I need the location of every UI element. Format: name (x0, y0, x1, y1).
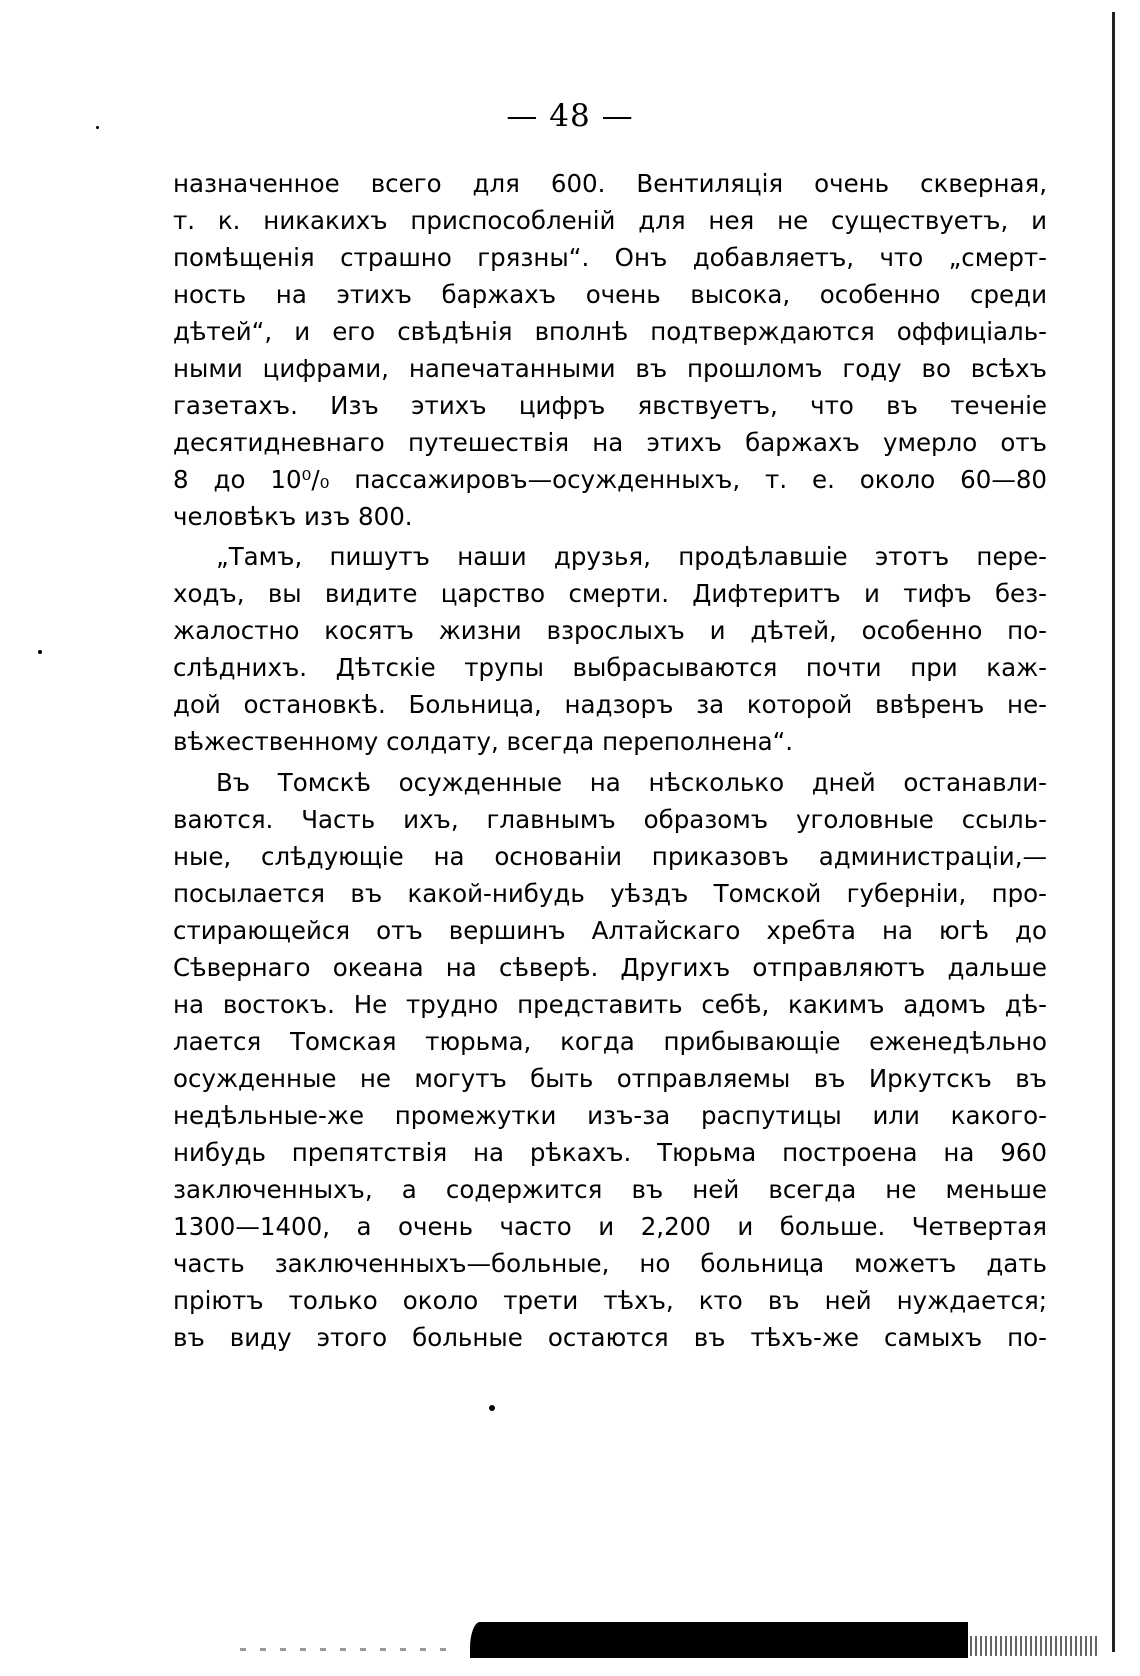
text-line: ность на этихъ баржахъ очень высока, особенно среди (173, 280, 1047, 309)
text-line: человѣкъ изъ 800. (173, 502, 413, 531)
scan-artifact-right (970, 1636, 1100, 1656)
text-line: стирающейся отъ вершинъ Алтайскаго хребта на югѣ до (173, 916, 1047, 945)
text-line: Сѣвернаго океана на сѣверѣ. Другихъ отправляютъ дальше (173, 953, 1047, 982)
page-number: — 48 — (506, 98, 634, 134)
text-line: ные, слѣдующіе на основаніи приказовъ администраціи,— (173, 842, 1047, 871)
scan-speck (96, 126, 99, 129)
scan-speck (489, 1405, 495, 1411)
text-line: т. к. никакихъ приспособленій для нея не существуетъ, и (173, 206, 1047, 235)
text-line: десятидневнаго путешествія на этихъ баржахъ умерло отъ (173, 428, 1047, 457)
text-line: ваются. Часть ихъ, главнымъ образомъ уголовные ссыль- (173, 805, 1047, 834)
scan-speck (38, 650, 42, 654)
scan-artifact-left (240, 1648, 460, 1651)
text-line: нибудь препятствія на рѣкахъ. Тюрьма построена на 960 (173, 1138, 1047, 1167)
text-line: часть заключенныхъ—больные, но больница можетъ дать (173, 1249, 1047, 1278)
text-line: посылается въ какой-нибудь уѣздъ Томской губерніи, про- (173, 879, 1047, 908)
text-line: ными цифрами, напечатанными въ прошломъ году во всѣхъ (173, 354, 1047, 383)
text-line: ходъ, вы видите царство смерти. Дифтеритъ и тифъ без- (173, 579, 1047, 608)
paragraph-start-line: Въ Томскѣ осужденные на нѣсколько дней останавли- (216, 768, 1047, 797)
text-line: 8 до 10⁰/₀ пассажировъ—осужденныхъ, т. е. около 60—80 (173, 465, 1047, 494)
paragraph-start-line: „Тамъ, пишутъ наши друзья, продѣлавшіе этотъ пере- (216, 542, 1047, 571)
text-line: дѣтей“, и его свѣдѣнія вполнѣ подтверждаются оффиціаль- (173, 317, 1047, 346)
text-line: дой остановкѣ. Больница, надзоръ за которой ввѣренъ не- (173, 690, 1047, 719)
text-line: вѣжественному солдату, всегда переполнена“. (173, 727, 794, 756)
text-line: на востокъ. Не трудно представить себѣ, какимъ адомъ дѣ- (173, 990, 1047, 1019)
text-line: слѣднихъ. Дѣтскіе трупы выбрасываются почти при каж- (173, 653, 1047, 682)
text-line: пріютъ только около трети тѣхъ, кто въ ней нуждается; (173, 1286, 1047, 1315)
text-line: въ виду этого больные остаются въ тѣхъ-же самыхъ по- (173, 1323, 1047, 1352)
scan-dark-edge (470, 1622, 968, 1658)
text-line: заключенныхъ, а содержится въ ней всегда не меньше (173, 1175, 1047, 1204)
text-line: жалостно косятъ жизни взрослыхъ и дѣтей, особенно по- (173, 616, 1047, 645)
text-line: 1300—1400, а очень часто и 2,200 и больше. Четвертая (173, 1212, 1047, 1241)
text-line: осужденные не могутъ быть отправляемы въ Иркутскъ въ (173, 1064, 1047, 1093)
text-line: назначенное всего для 600. Вентиляція очень скверная, (173, 169, 1047, 198)
text-line: помѣщенія страшно грязны“. Онъ добавляетъ, что „смерт- (173, 243, 1047, 272)
text-line: лается Томская тюрьма, когда прибывающіе еженедѣльно (173, 1027, 1047, 1056)
text-line: недѣльные-же промежутки изъ-за распутицы или какого- (173, 1101, 1047, 1130)
text-line: газетахъ. Изъ этихъ цифръ явствуетъ, что въ теченіе (173, 391, 1047, 420)
scan-edge-line (1112, 12, 1115, 1652)
